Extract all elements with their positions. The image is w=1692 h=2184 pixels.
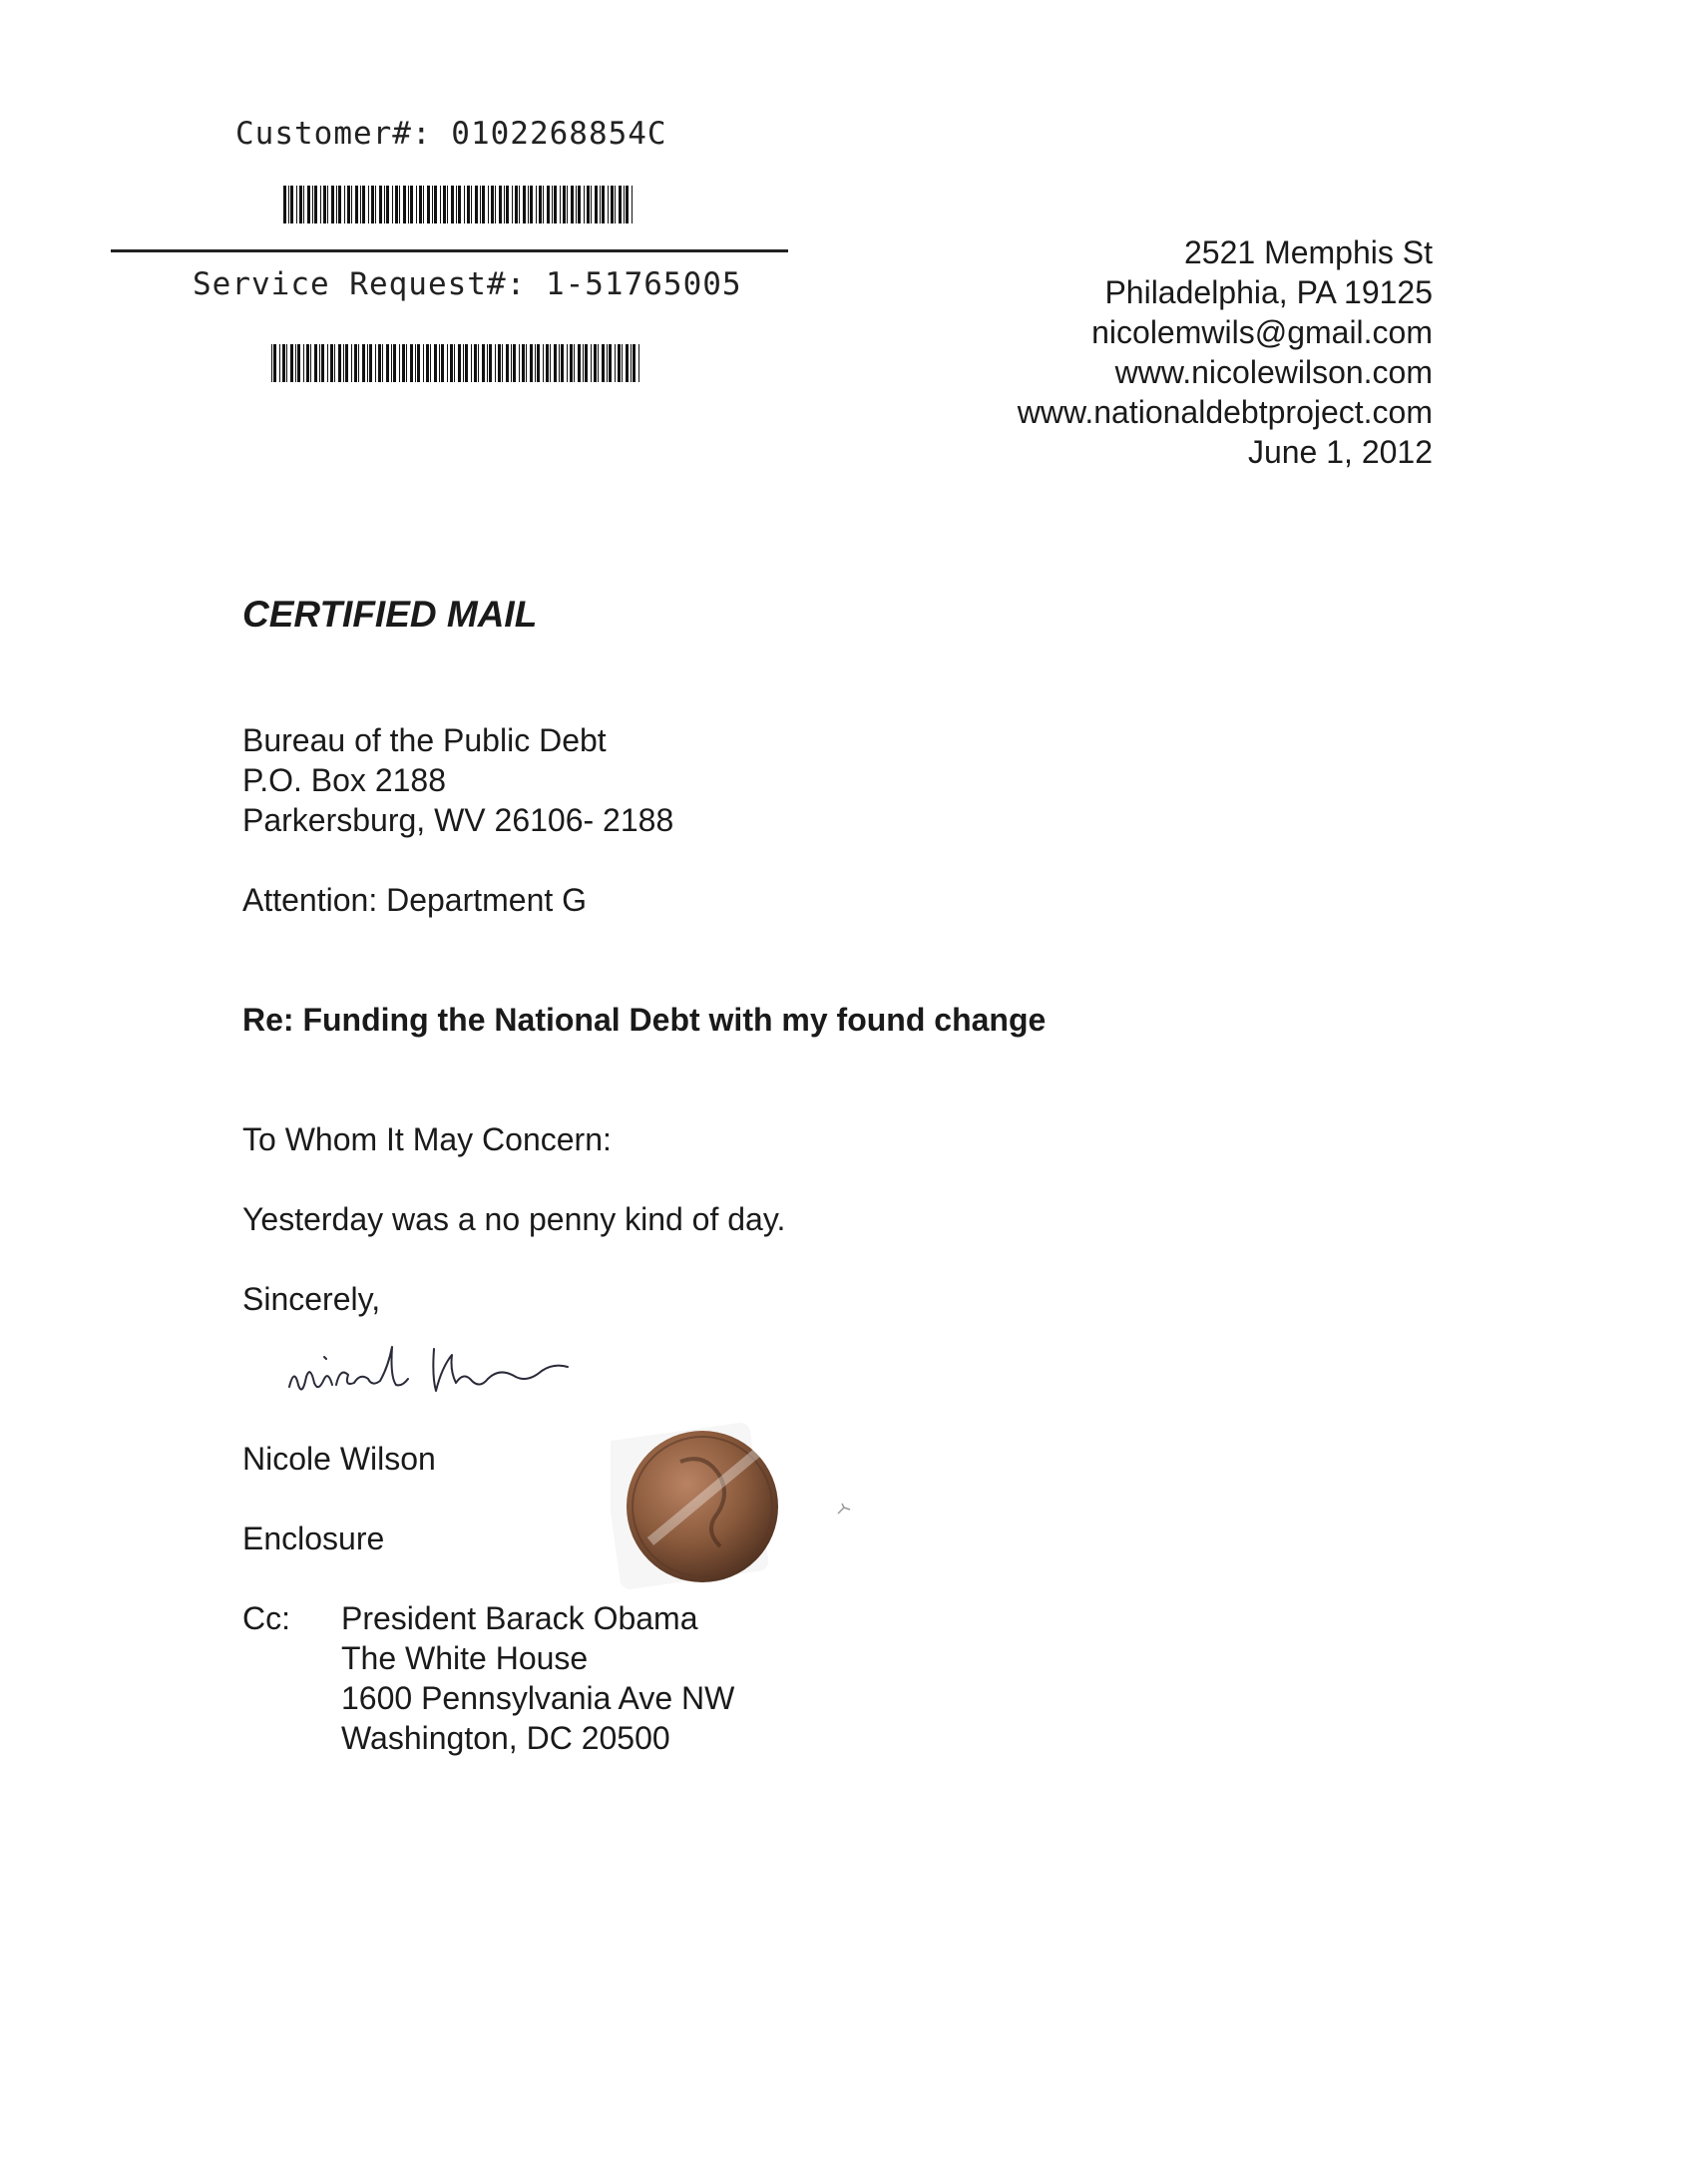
penny-coin-image: [611, 1422, 780, 1591]
sender-address-block: [1018, 232, 1433, 472]
sender-street: 2521 Memphis St: [1183, 234, 1433, 270]
scan-speck: [836, 1502, 852, 1518]
letter-body: Yesterday was a no penny kind of day.: [242, 1201, 786, 1237]
cc-label: Cc:: [242, 1600, 290, 1636]
sender-city: Philadelphia, PA 19125: [1104, 274, 1433, 310]
attention-line: Attention: Department G: [242, 882, 588, 918]
recipient-line: Parkersburg, WV 26106- 2188: [242, 802, 674, 838]
cc-address-block: [341, 1598, 734, 1758]
customer-number: Customer#: 0102268854C: [235, 116, 667, 152]
enclosure-note: Enclosure: [242, 1521, 385, 1556]
recipient-line: P.O. Box 2188: [242, 762, 446, 798]
recipient-address-block: [242, 720, 673, 840]
sender-website: www.nicolewilson.com: [1114, 354, 1433, 390]
handwritten-signature: [284, 1327, 614, 1407]
certified-mail-heading: CERTIFIED MAIL: [242, 594, 538, 635]
cc-line: 1600 Pennsylvania Ave NW: [341, 1680, 735, 1716]
service-request-number: Service Request#: 1-51765005: [193, 266, 742, 302]
cc-line: President Barack Obama: [341, 1600, 698, 1636]
cc-line: The White House: [341, 1640, 589, 1676]
recipient-line: Bureau of the Public Debt: [242, 722, 607, 758]
closing: Sincerely,: [242, 1281, 381, 1317]
salutation: To Whom It May Concern:: [242, 1121, 612, 1157]
header-divider: [111, 249, 788, 252]
letter-date: June 1, 2012: [1247, 434, 1433, 470]
customer-barcode: [283, 186, 634, 223]
sender-email: nicolemwils@gmail.com: [1091, 314, 1433, 350]
signer-name: Nicole Wilson: [242, 1441, 436, 1477]
cc-line: Washington, DC 20500: [341, 1720, 670, 1756]
subject-line: Re: Funding the National Debt with my found change: [242, 1002, 1047, 1038]
sender-website-project: www.nationaldebtproject.com: [1017, 394, 1433, 430]
service-request-barcode: [271, 344, 640, 382]
